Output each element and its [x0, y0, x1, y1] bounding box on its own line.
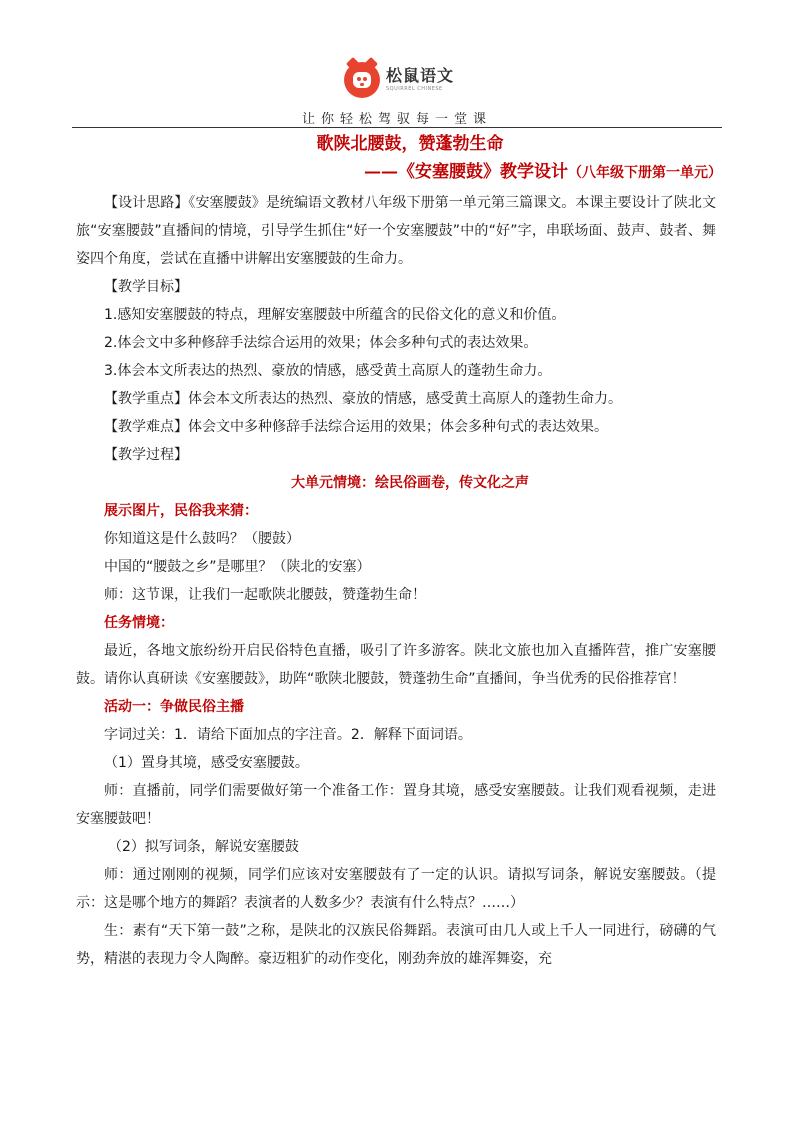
page-header — [0, 62, 794, 102]
activity-1-heading: 活动一：争做民俗主播 — [104, 699, 244, 715]
header-slogan: 让你轻松驾驭每一堂课 — [301, 112, 492, 127]
goal-item-1: 1.感知安塞腰鼓的特点，理解安塞腰鼓中所蕴含的民俗文化的意义和价值。 — [104, 307, 566, 323]
goals-heading: 【教学目标】 — [104, 279, 188, 295]
teacher-line-2: 师：直播前，同学们需要做好第一个准备工作：置身其境，感受安塞腰鼓。让我们观看视频，走进安塞腰鼓吧！ — [76, 783, 716, 827]
section-heading-guess: 展示图片，民俗我来猜： — [104, 503, 258, 519]
vocab-line: 字词过关：1．请给下面加点的字注音。2．解释下面词语。 — [104, 727, 472, 743]
unit-context-heading: 大单元情境：绘民俗画卷，传文化之声 — [291, 475, 529, 491]
subtitle-note: （八年级下册第一单元） — [568, 165, 722, 181]
step-1: （1）置身其境，感受安塞腰鼓。 — [104, 755, 309, 771]
process-heading: 【教学过程】 — [104, 447, 188, 463]
difficulty-point: 【教学难点】体会文中多种修辞手法综合运用的效果；体会多种句式的表达效果。 — [104, 419, 608, 435]
document-title: 歌陕北腰鼓，赞蓬勃生命 — [316, 134, 504, 154]
student-line-1: 生：素有“天下第一鼓”之称，是陕北的汉族民俗舞蹈。表演可由几人或上千人一同进行，磅礴的气势，精湛的表现力令人陶醉。豪迈粗犷的动作变化，刚劲奔放的雄浑舞姿，充 — [76, 923, 716, 967]
document-subtitle — [104, 158, 722, 187]
goal-item-3: 3.体会本文所表达的热烈、豪放的情感，感受黄土高原人的蓬勃生命力。 — [104, 363, 552, 379]
header-divider — [72, 127, 722, 128]
brand-subtitle: SQUIRREL CHINESE — [386, 86, 443, 92]
brand-name: 松鼠语文 — [386, 66, 455, 85]
task-paragraph: 最近，各地文旅纷纷开启民俗特色直播，吸引了许多游客。陕北文旅也加入直播阵营，推广安塞腰鼓。请你认真研读《安塞腰鼓》，助阵“歌陕北腰鼓，赞蓬勃生命”直播间，争当优秀的民俗推荐官！ — [76, 643, 716, 687]
design-idea-paragraph: 【设计思路】《安塞腰鼓》是统编语文教材八年级下册第一单元第三篇课文。本课主要设计了陕北文旅“安塞腰鼓”直播间的情境，引导学生抓住“好一个安塞腰鼓”中的“好”字，串联场面、鼓声、鼓者、舞姿四个角度，尝试在直播中讲解出安塞腰鼓的生命力。 — [76, 195, 716, 267]
squirrel-logo-icon — [344, 62, 380, 98]
document-body — [76, 130, 722, 973]
question-2: 中国的“腰鼓之乡”是哪里？（陕北的安塞） — [104, 559, 371, 575]
question-1: 你知道这是什么鼓吗？（腰鼓） — [104, 531, 300, 547]
brand-logo — [344, 62, 454, 98]
subtitle-main: ——《安塞腰鼓》教学设计 — [364, 162, 568, 182]
key-point: 【教学重点】体会本文所表达的热烈、豪放的情感，感受黄土高原人的蓬勃生命力。 — [104, 391, 622, 407]
teacher-line-3: 师：通过刚刚的视频，同学们应该对安塞腰鼓有了一定的认识。请拟写词条，解说安塞腰鼓。（提示：这是哪个地方的舞蹈？表演者的人数多少？表演有什么特点？……） — [76, 867, 716, 911]
task-heading: 任务情境： — [104, 615, 174, 631]
step-2: （2）拟写词条，解说安塞腰鼓 — [108, 839, 299, 855]
teacher-line-1: 师：这节课，让我们一起歌陕北腰鼓，赞蓬勃生命！ — [104, 587, 426, 603]
goal-item-2: 2.体会文中多种修辞手法综合运用的效果；体会多种句式的表达效果。 — [104, 335, 538, 351]
